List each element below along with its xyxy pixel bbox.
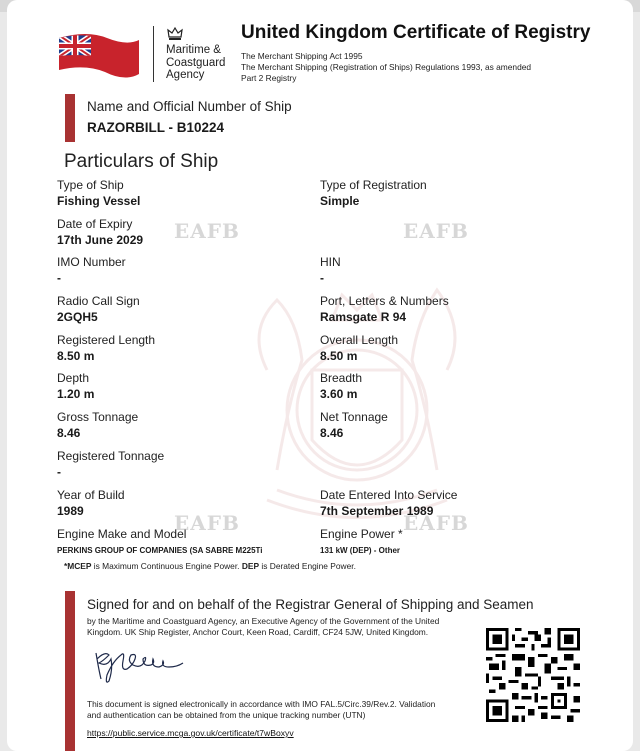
handwritten-signature [91,641,186,686]
field-date-entered-into-service [320,488,457,518]
engine-power-footnote [64,561,356,571]
certificate-page [7,0,633,751]
field-value: - [57,271,61,285]
field-label: Gross Tonnage [57,410,139,424]
field-label: Type of Ship [57,178,124,192]
qr-code[interactable] [486,628,580,722]
field-value: 131 kW (DEP) - Other [320,546,401,555]
field-year-of-build [57,488,125,518]
field-label: Type of Registration [320,178,427,192]
eafb-watermark: EAFB [403,511,469,535]
field-label: Breadth [320,371,363,385]
subtitle-line: The Merchant Shipping (Registration of Ships) Regulations 1993, as amended [241,62,532,72]
field-label: IMO Number [57,255,126,269]
field-engine-make-model [57,527,263,555]
particulars-title: Particulars of Ship [64,151,219,172]
field-overall-length [320,333,398,363]
eafb-watermark: EAFB [403,219,469,243]
field-value: 8.50 m [57,349,95,363]
field-net-tonnage [320,410,388,440]
field-value: Fishing Vessel [57,194,141,208]
field-value: 8.50 m [320,349,358,363]
field-label: Registered Length [57,333,156,347]
field-label: Date of Expiry [57,217,133,231]
field-registered-length [57,333,155,363]
field-depth [57,371,94,401]
field-label: Radio Call Sign [57,294,140,308]
field-registered-tonnage [57,449,164,479]
dep-text: is Derated Engine Power. [259,561,356,571]
field-hin [320,255,341,285]
field-port-letters-numbers [320,294,449,324]
logo-divider [153,26,154,82]
field-value: 8.46 [57,426,81,440]
eafb-watermark: EAFB [174,511,240,535]
field-label: Registered Tonnage [57,449,165,463]
field-breadth [320,371,362,401]
eafb-watermark: EAFB [174,219,240,243]
mcep-abbr: *MCEP [64,561,92,571]
field-type-of-registration [320,178,427,208]
field-value: - [320,271,324,285]
subtitle-line: Part 2 Registry [241,73,297,83]
signature-title: Signed for and on behalf of the Registrar General of Shipping and Seamen [87,597,534,612]
field-engine-power [320,527,403,555]
red-ensign-flag-icon [57,30,141,82]
field-label: Engine Make and Model [57,527,187,541]
field-value: Simple [320,194,360,208]
field-value: 8.46 [320,426,344,440]
accent-bar [65,94,75,142]
field-value: 3.60 m [320,387,358,401]
field-label: Net Tonnage [320,410,388,424]
dep-abbr: DEP [241,561,260,571]
field-imo-number [57,255,126,285]
field-label: Overall Length [320,333,399,347]
field-value: 1.20 m [57,387,95,401]
field-value: 1989 [57,504,84,518]
crown-crest-icon [166,25,184,43]
field-value: 2GQH5 [57,310,98,324]
field-value: 17th June 2029 [57,233,144,247]
certificate-subtitle [241,51,571,84]
field-value: - [57,465,61,479]
ship-name-label: Name and Official Number of Ship [87,99,292,114]
field-type-of-ship [57,178,140,208]
accent-bar [65,591,75,751]
field-label: Depth [57,371,90,385]
field-label: HIN [320,255,341,269]
field-radio-call-sign [57,294,140,324]
field-value: PERKINS GROUP OF COMPANIES (SA SABRE M225Ti [57,546,263,555]
ship-name-value: RAZORBILL - B10224 [87,120,225,135]
subtitle-line: The Merchant Shipping Act 1995 [241,51,363,61]
agency-name: Maritime & Coastguard Agency [166,44,226,81]
certificate-verification-link[interactable]: https://public.service.mcga.gov.uk/certificate/t7wBoxyv [87,728,294,738]
field-label: Year of Build [57,488,125,502]
registry-address: by the Maritime and Coastguard Agency, an Executive Agency of the Government of the United Kingdom. UK Ship Register, Anchor Court, Keen Road, Cardiff, CF24 5JW, United Kingdom. [87,616,440,637]
field-label: Port, Letters & Numbers [320,294,449,308]
field-date-of-expiry [57,217,143,247]
field-value: 7th September 1989 [320,504,434,518]
field-gross-tonnage [57,410,138,440]
field-value: Ramsgate R 94 [320,310,407,324]
electronic-signature-notice: This document is signed electronically in accordance with IMO FAL.5/Circ.39/Rev.2. Validation and authentication can be obtained from the unique tracking number (UTN) [87,699,436,720]
mcep-text: is Maximum Continuous Engine Power. [91,561,242,571]
field-label: Date Entered Into Service [320,488,458,502]
field-label: Engine Power * [320,527,403,541]
certificate-title: United Kingdom Certificate of Registry [241,22,591,43]
